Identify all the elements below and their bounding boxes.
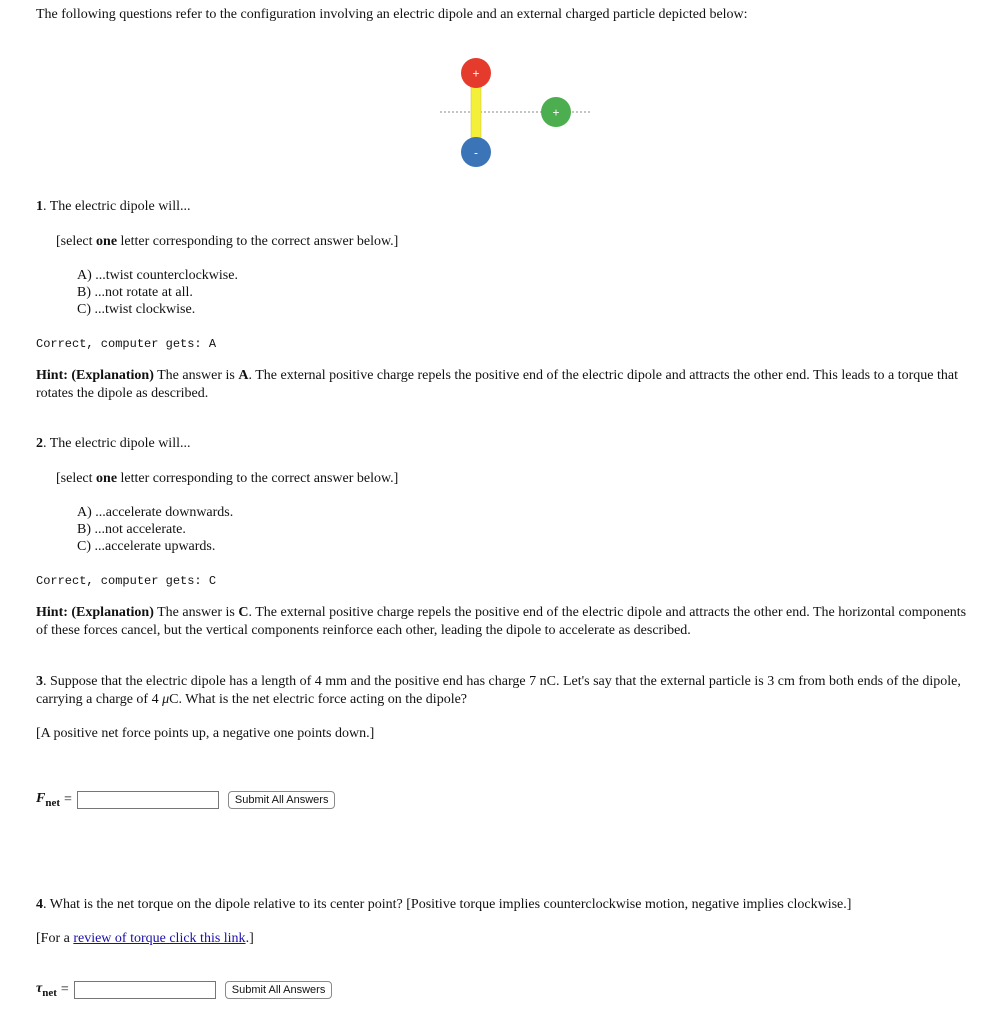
positive-end-sign: + [472,66,480,81]
q1-option-b: B) ...not rotate at all. [77,285,193,300]
q2-hint: Hint: (Explanation) The answer is C. The external positive charge repels the positive end of the electric dipole and attracts the other end. The horizontal components of these forces cancel, but the vertical components reinforce each other, leading the dipole to accelerate as described. [36,605,967,638]
fnet-label: $F_{net}$ [36,791,61,809]
q4-answer-row [36,981,332,999]
negative-end-sign: - [474,145,478,160]
q3-submit-button[interactable]: Submit All Answers [228,791,336,809]
q1-status: Correct, computer gets: A [36,337,217,351]
q3-text: 3. Suppose that the electric dipole has a length of 4 mm and the positive end has charge 7 nC. Let's say that the external particle is 3 cm from both ends of the dipole, carrying a charge of 4 μC. What is the net electric force acting on the dipole? [36,674,961,707]
intro-text: The following questions refer to the configuration involving an electric dipole and an external charged particle depicted below: [36,7,748,22]
q4-review: [For a review of torque click this link.] [36,931,254,946]
dipole-figure [440,55,590,170]
fnet-input[interactable] [77,791,219,809]
q2-instructions: [select one letter corresponding to the correct answer below.] [56,471,399,486]
torque-review-link[interactable]: review of torque click this link [73,931,246,946]
fnet-equals: = [64,792,72,807]
q2-option-c: C) ...accelerate upwards. [77,539,216,554]
q4-submit-button[interactable]: Submit All Answers [225,981,333,999]
q1-instructions: [select one letter corresponding to the correct answer below.] [56,234,399,249]
external-charge-sign: + [552,105,560,120]
q4-text: 4. What is the net torque on the dipole relative to its center point? [Positive torque implies counterclockwise motion, negative implies clockwise.] [36,897,852,912]
q2-option-a: A) ...accelerate downwards. [77,505,234,520]
q2-title: 2. The electric dipole will... [36,436,191,451]
q2-option-b: B) ...not accelerate. [77,522,186,537]
q3-note: [A positive net force points up, a negative one points down.] [36,726,375,741]
q3-answer-row [36,791,335,809]
tnet-label: $\tau_{net}$ [36,981,57,999]
q2-status: Correct, computer gets: C [36,574,217,588]
q1-option-c: C) ...twist clockwise. [77,302,196,317]
tnet-input[interactable] [74,981,216,999]
tnet-equals: = [60,982,69,997]
q1-option-a: A) ...twist counterclockwise. [77,268,238,283]
q1-hint: Hint: (Explanation) The answer is A. The external positive charge repels the positive end of the electric dipole and attracts the other end. This leads to a torque that rotates the dipole as described. [36,368,958,401]
q1-title: 1. The electric dipole will... [36,199,191,214]
